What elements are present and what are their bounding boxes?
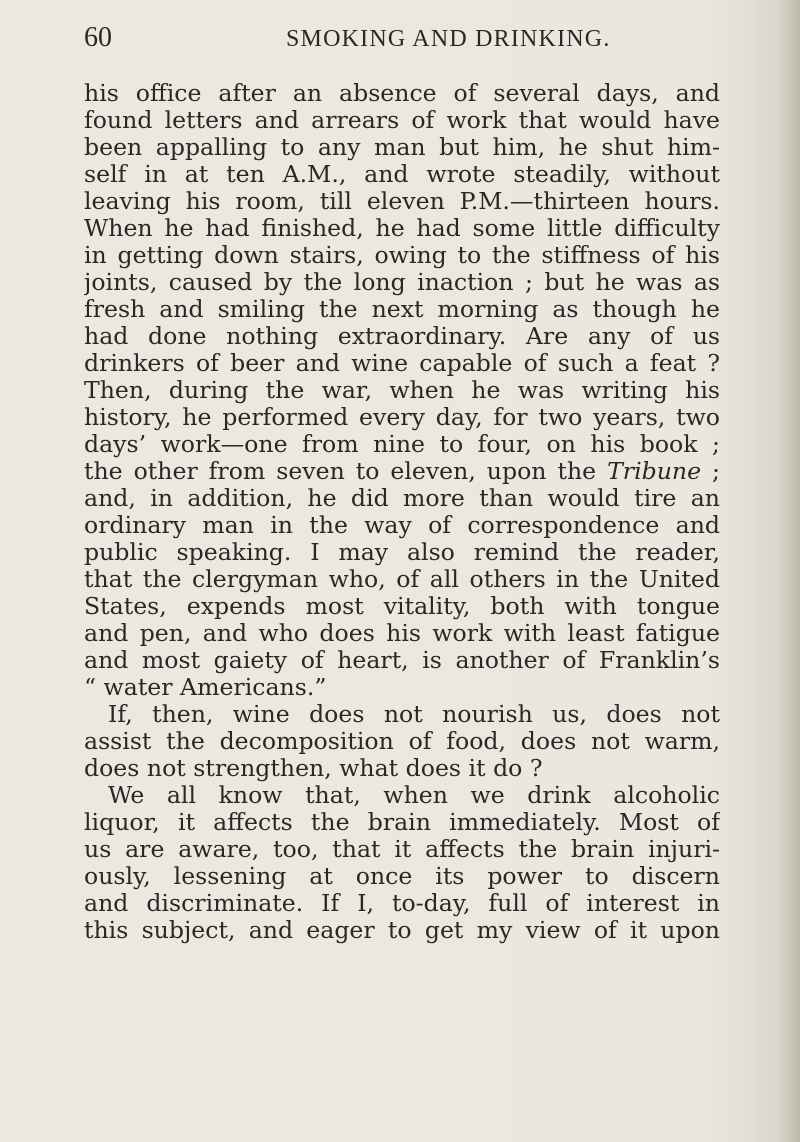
text-line: public speaking. I may also remind the reader, [84, 539, 720, 566]
text-line: his office after an absence of several days, and [84, 80, 720, 107]
text-line: We all know that, when we drink alcoholic [108, 782, 720, 809]
text-line: that the clergyman who, of all others in the United [84, 566, 720, 593]
text-line: been appalling to any man but him, he shut him- [84, 134, 720, 161]
text-line: self in at ten A.M., and wrote steadily, without [84, 161, 720, 188]
text-line: drinkers of beer and wine capable of such a feat ? [84, 350, 720, 377]
italic-title: Tribune [607, 458, 702, 485]
text-line: joints, caused by the long inaction ; but he was as [84, 269, 720, 296]
text-line: leaving his room, till eleven P.M.—thirteen hours. [84, 188, 720, 215]
text-line: Then, during the war, when he was writing his [84, 377, 720, 404]
page-header [84, 22, 720, 54]
text-line: States, expends most vitality, both with tongue [84, 593, 720, 620]
text-line: found letters and arrears of work that would have [84, 107, 720, 134]
text-line: and pen, and who does his work with least fatigue [84, 620, 720, 647]
text-line: and most gaiety of heart, is another of Franklin’s [84, 647, 720, 674]
body-text [84, 80, 720, 944]
text-line: “ water Americans.” [84, 674, 327, 701]
text-line: When he had finished, he had some little difficulty [84, 215, 720, 242]
page-edge-shadow [778, 0, 800, 1142]
text-line: If, then, wine does not nourish us, does not [108, 701, 720, 728]
text-line: fresh and smiling the next morning as though he [84, 296, 720, 323]
text-line: ordinary man in the way of correspondence and [84, 512, 720, 539]
text-line: in getting down stairs, owing to the stiffness of his [84, 242, 720, 269]
text-line: days’ work—one from nine to four, on his book ; [84, 431, 720, 458]
text-line: liquor, it affects the brain immediately. Most of [84, 809, 720, 836]
text-line: ously, lessening at once its power to discern [84, 863, 720, 890]
text-line: had done nothing extraordinary. Are any of us [84, 323, 720, 350]
text-line: the other from seven to eleven, upon the Tribune ; [84, 458, 720, 485]
text-line: assist the decomposition of food, does not warm, [84, 728, 720, 755]
text-line: and discriminate. If I, to-day, full of interest in [84, 890, 720, 917]
text-line: history, he performed every day, for two years, two [84, 404, 720, 431]
text-line: this subject, and eager to get my view of it upon [84, 917, 720, 944]
running-head: SMOKING AND DRINKING. [286, 26, 611, 52]
text-line: us are aware, too, that it affects the brain injuri- [84, 836, 720, 863]
text-line: does not strengthen, what does it do ? [84, 755, 543, 782]
page-number: 60 [84, 22, 112, 53]
text-line: and, in addition, he did more than would tire an [84, 485, 720, 512]
